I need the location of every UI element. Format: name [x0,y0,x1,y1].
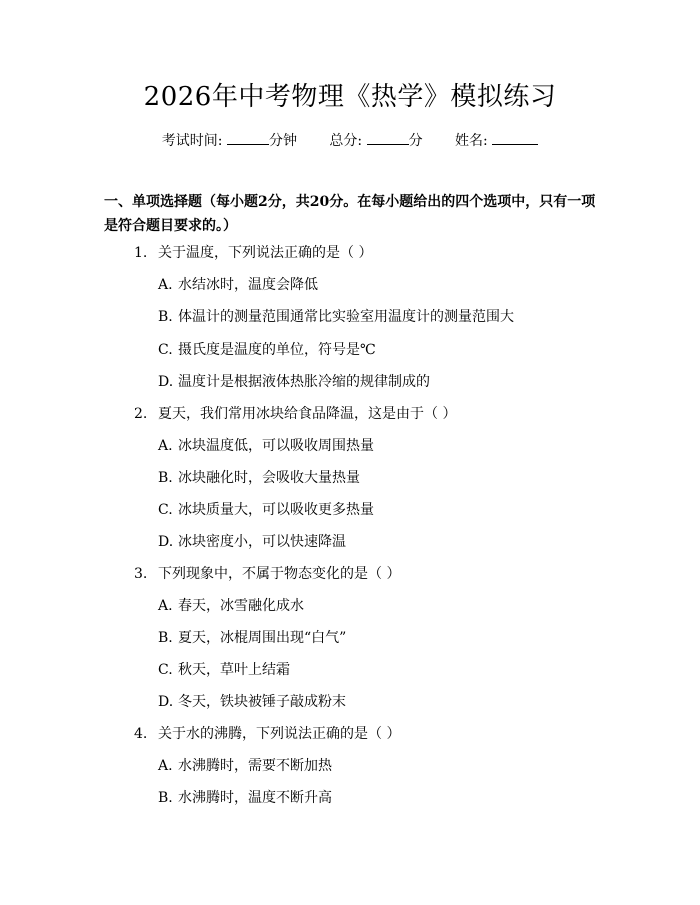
question-2-option-c[interactable] [158,500,374,520]
option-text: 水结冰时，温度会降低 [178,277,318,293]
exam-time-label: 考试时间: [161,133,223,149]
question-3-option-a[interactable] [158,596,304,616]
option-text: 体温计的测量范围通常比实验室用温度计的测量范围大 [178,309,514,325]
option-letter: A. [158,598,173,614]
question-1-option-c[interactable] [158,340,376,360]
question-4 [134,724,400,744]
option-text: 冰块温度低，可以吸收周围热量 [178,438,374,454]
total-score-unit: 分 [408,133,423,149]
option-text: 冰块质量大，可以吸收更多热量 [178,502,374,518]
option-letter: D. [158,374,174,390]
question-4-option-b[interactable] [158,788,332,808]
option-letter: A. [158,277,173,293]
option-letter: D. [158,694,174,710]
option-text: 水沸腾时，温度不断升高 [178,790,332,806]
question-3 [134,564,400,584]
question-3-option-c[interactable] [158,660,290,680]
option-letter: B. [158,309,173,325]
option-text: 温度计是根据液体热胀冷缩的规律制成的 [178,374,430,390]
option-letter: A. [158,758,173,774]
question-text: 关于温度，下列说法正确的是（ ） [158,245,373,261]
exam-time-blank[interactable] [227,130,269,145]
question-1 [134,243,372,263]
option-letter: A. [158,438,173,454]
question-text: 下列现象中，不属于物态变化的是（ ） [158,566,401,582]
exam-info-line [0,130,700,151]
option-text: 冬天，铁块被锤子敲成粉末 [178,694,346,710]
question-number: 3. [134,566,148,582]
question-2-option-a[interactable] [158,436,374,456]
question-text: 关于水的沸腾，下列说法正确的是（ ） [158,726,401,742]
option-text: 摄氏度是温度的单位，符号是℃ [178,342,376,358]
question-2-option-d[interactable] [158,532,346,552]
option-letter: B. [158,470,173,486]
total-score-field [329,130,422,151]
question-number: 2. [134,406,148,422]
option-text: 冰块融化时，会吸收大量热量 [178,470,360,486]
exam-time-unit: 分钟 [268,133,297,149]
question-1-option-d[interactable] [158,372,430,392]
total-score-blank[interactable] [367,130,409,145]
option-text: 夏天，冰棍周围出现“白气” [178,630,347,646]
option-letter: D. [158,534,174,550]
student-name-label: 姓名: [455,133,488,149]
option-text: 冰块密度小，可以快速降温 [178,534,346,550]
option-text: 水沸腾时，需要不断加热 [178,758,332,774]
section-heading: 一、单项选择题（每小题2分，共20分。在每小题给出的四个选项中，只有一项是符合题目要求的。） [104,194,596,234]
student-name-field [455,130,538,151]
option-letter: B. [158,790,173,806]
student-name-blank[interactable] [492,130,538,145]
option-letter: C. [158,502,173,518]
question-3-option-d[interactable] [158,692,346,712]
option-text: 秋天，草叶上结霜 [178,662,290,678]
question-text: 夏天，我们常用冰块给食品降温，这是由于（ ） [158,406,457,422]
page-title: 2026年中考物理《热学》模拟练习 [143,82,557,112]
option-text: 春天，冰雪融化成水 [178,598,304,614]
question-3-option-b[interactable] [158,628,346,648]
question-2 [134,404,456,424]
question-1-option-b[interactable] [158,307,514,327]
total-score-label: 总分: [329,133,363,149]
question-2-option-b[interactable] [158,468,360,488]
question-number: 1. [134,245,148,261]
option-letter: C. [158,662,173,678]
exam-time-field [162,130,297,151]
question-number: 4. [134,726,148,742]
option-letter: B. [158,630,173,646]
question-4-option-a[interactable] [158,756,332,776]
question-1-option-a[interactable] [158,275,318,295]
option-letter: C. [158,342,173,358]
